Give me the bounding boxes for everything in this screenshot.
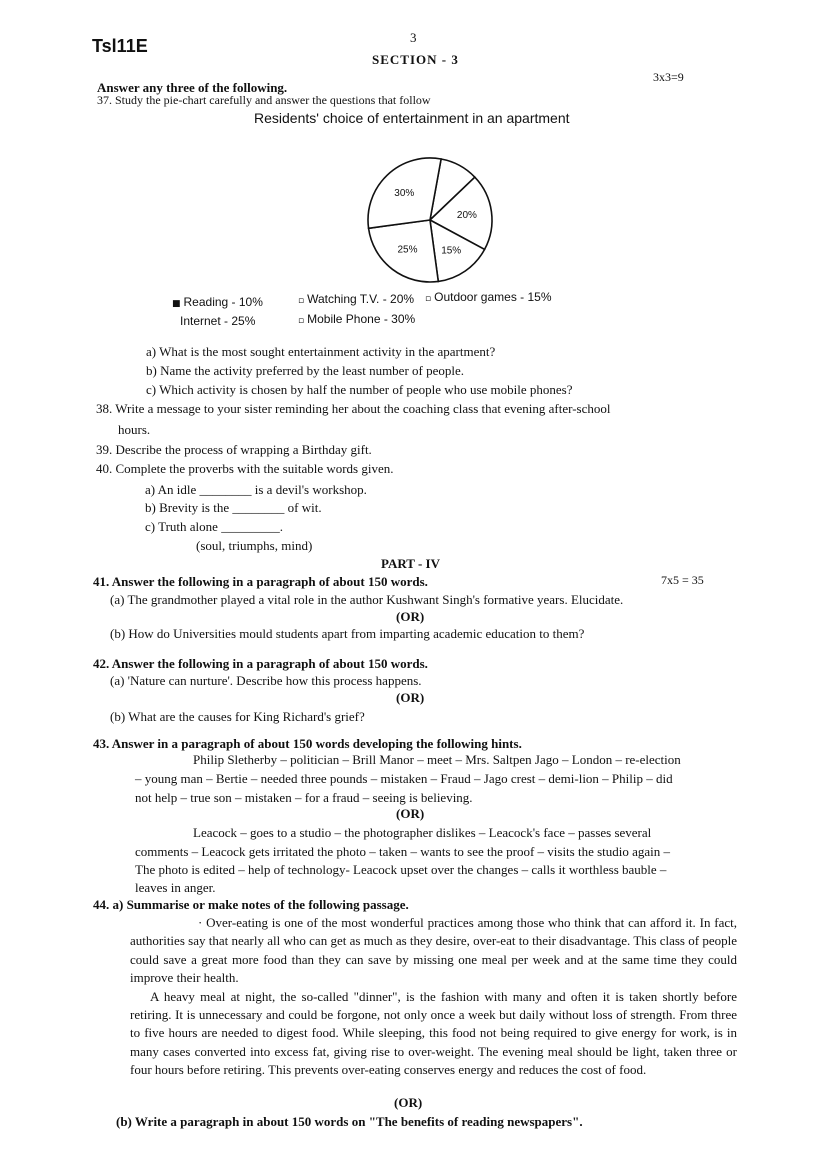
proverb-c: c) Truth alone _________. <box>145 519 283 534</box>
passage <box>130 914 737 1080</box>
page-number: 3 <box>410 30 417 45</box>
section-instruction: Answer any three of the following. <box>97 80 288 95</box>
q43-hints-1-line1: Philip Sletherby – politician – Brill Manor – meet – Mrs. Saltpen Jago – London – re-election <box>193 752 681 767</box>
q43-hints-1-line3: not help – true son – mistaken – for a fraud – seeing is believing. <box>135 790 473 805</box>
question-39: 39. Describe the process of wrapping a Birthday gift. <box>96 442 372 457</box>
or-separator: (OR) <box>396 609 425 624</box>
pie-chart <box>350 140 510 300</box>
q41-option-a: (a) The grandmother played a vital role in the author Kushwant Singh's formative years. Elucidate. <box>110 592 624 607</box>
chart-title: Residents' choice of entertainment in an apartment <box>254 110 570 126</box>
question-38: 38. Write a message to your sister reminding her about the coaching class that evening after-school <box>96 401 611 416</box>
q37-sub-c: c) Which activity is chosen by half the number of people who use mobile phones? <box>146 382 573 397</box>
pie-label: 15% <box>441 245 462 257</box>
question-40: 40. Complete the proverbs with the suitable words given. <box>96 461 394 476</box>
question-42: 42. Answer the following in a paragraph of about 150 words. <box>93 656 428 671</box>
q43-hints-1-line2: – young man – Bertie – needed three pounds – mistaken – Fraud – Jago crest – demi-lion – Philip – did <box>135 771 673 786</box>
or-separator: (OR) <box>396 806 425 821</box>
passage-paragraph-2: A heavy meal at night, the so-called "dinner", is the fashion with many and often it is taken shortly before retiring. It is unnecessary and could be forgone, not only once a week but daily without loss of strength. From three to five hours are needed to digest food. While sleeping, this food not being required to give energy for work, is in many cases converted into excess fat, giving rise to over-weight. The evening meal should be light, taken three or four hours before retiring. This prevents over-eating conserves energy and reduces the cost of food. <box>130 988 737 1078</box>
or-separator: (OR) <box>394 1095 423 1110</box>
question-41: 41. Answer the following in a paragraph of about 150 words. <box>93 574 428 589</box>
passage-paragraph-1: · Over-eating is one of the most wonderful practices among those who think that can afford it. In fact, authorities say that nearly all who can get as much as they desire, over-eat to their disadvantage. This class of people could save a great more food than they can save by missing one meal per week and at the same time they could improve their health. <box>130 915 737 986</box>
question-text: Study the pie-chart carefully and answer the questions that follow <box>115 93 431 107</box>
proverb-options: (soul, triumphs, mind) <box>196 538 313 553</box>
legend-item-reading: ■ Reading - 10% <box>172 295 263 309</box>
question-38-cont: hours. <box>118 422 151 437</box>
part-title: PART - IV <box>381 556 441 571</box>
pie-label: 30% <box>394 188 415 200</box>
section-marks: 3x3=9 <box>653 70 684 84</box>
paper-code: Tsl11E <box>92 36 148 56</box>
question-43: 43. Answer in a paragraph of about 150 words developing the following hints. <box>93 736 522 751</box>
question-44: 44. a) Summarise or make notes of the following passage. <box>93 897 409 912</box>
or-separator: (OR) <box>396 690 425 705</box>
legend-item-internet: Internet - 25% <box>180 314 256 328</box>
q37-sub-b: b) Name the activity preferred by the least number of people. <box>146 363 465 378</box>
proverb-b: b) Brevity is the ________ of wit. <box>145 500 322 515</box>
question-number: 37. <box>97 93 112 107</box>
section-title: SECTION - 3 <box>372 52 459 67</box>
q41-option-b: (b) How do Universities mould students apart from imparting academic education to them? <box>110 626 585 641</box>
part-marks: 7x5 = 35 <box>661 573 704 587</box>
pie-label: 25% <box>397 244 418 256</box>
q42-option-b: (b) What are the causes for King Richard's grief? <box>110 709 365 724</box>
pie-label: 20% <box>456 210 477 221</box>
question-37 <box>97 93 431 108</box>
legend-item-tv: ▫ Watching T.V. - 20% <box>298 292 415 306</box>
proverb-a: a) An idle ________ is a devil's workshop. <box>145 482 367 497</box>
q42-option-a: (a) 'Nature can nurture'. Describe how this process happens. <box>110 673 422 688</box>
q43-hints-2-line2: comments – Leacock gets irritated the photo – taken – wants to see the proof – visits the studio again – <box>135 844 671 859</box>
q43-hints-2-line4: leaves in anger. <box>135 880 216 895</box>
legend-item-mobile: ▫ Mobile Phone - 30% <box>298 312 416 326</box>
q37-sub-a: a) What is the most sought entertainment activity in the apartment? <box>146 344 496 359</box>
q43-hints-2-line3: The photo is edited – help of technology- Leacock upset over the changes – calls it worthless bauble – <box>135 862 667 877</box>
q43-hints-2-line1: Leacock – goes to a studio – the photographer dislikes – Leacock's face – passes several <box>193 825 652 840</box>
q44-option-b: (b) Write a paragraph in about 150 words on "The benefits of reading newspapers". <box>116 1114 583 1129</box>
legend-item-outdoor: ▫ Outdoor games - 15% <box>425 290 552 304</box>
